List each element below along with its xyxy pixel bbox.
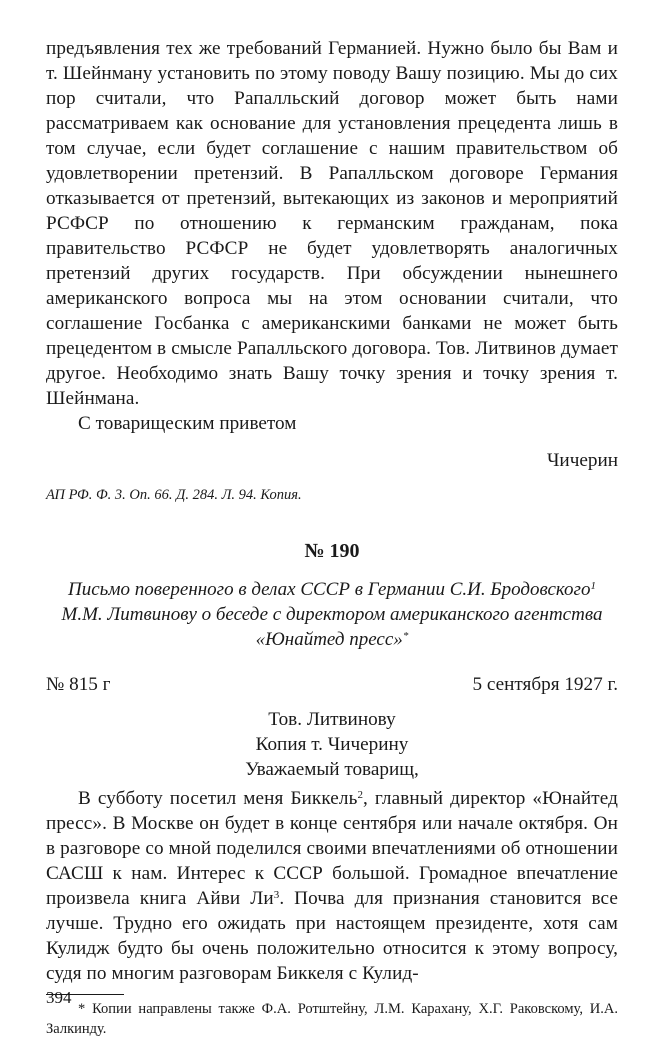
document-number: № 190: [304, 540, 360, 562]
outgoing-number: № 815 г: [46, 674, 111, 695]
document-title: [46, 577, 618, 652]
letter-text-part-1: В субботу посетил меня Биккель: [78, 788, 358, 809]
address-block: [46, 707, 618, 782]
archive-reference: АП РФ. Ф. 3. Оп. 66. Д. 284. Л. 94. Копия.: [46, 487, 302, 503]
letter-text-part-3: . Почва для признания становится все лучше. Трудно его ожидать при настоящем президенте, хотя сам Кулидж будто бы очень положительно относится к этому вопросу, судя по многим разговорам Биккеля с Кулид-: [46, 888, 618, 984]
document-page: [46, 36, 618, 1039]
document-title-footnote-ref-1: 1: [590, 580, 596, 592]
document-title-part-1: Письмо поверенного в делах СССР в Германии С.И. Бродовского: [68, 579, 591, 600]
letter-paragraph: [46, 786, 618, 986]
footnote-text: Копии направлены также Ф.А. Ротштейну, Л.М. Карахану, Х.Г. Раковскому, И.А. Залкинду.: [46, 1001, 618, 1037]
document-meta-row: [46, 672, 618, 697]
page-number: 394: [46, 988, 72, 1007]
continuation-paragraph: предъявления тех же требований Германией. Нужно было бы Вам и т. Шейнману установить по этому поводу Вашу позицию. Мы до сих пор считали, что Рапалльский договор может быть нами рассматриваем как основание для установления прецедента лишь в том случае, если будет соглашение с нашим правительством об удовлетворении претензий. В Рапалльском договоре Германия отказывается от претензий, вытекающих из законов и мероприятий РСФСР по отношению к германским гражданам, пока правительство РСФСР не будет удовлетворять аналогичных претензий других государств. При обсуждении нынешнего американского вопроса мы на этом основании считали, что соглашение Госбанка с американскими банками не может быть прецедентом в смысле Рапалльского договора. Тов. Литвинов думает другое. Необходимо знать Вашу точку зрения и точку зрения т. Шейнмана.: [46, 38, 618, 409]
addressee-copy: Копия т. Чичерину: [255, 734, 409, 755]
footnote: [46, 999, 618, 1039]
closing-line: С товарищеским приветом: [78, 413, 297, 434]
document-title-part-2: М.М. Литвинову о беседе с директором американского агентства «Юнайтед пресс»: [61, 604, 603, 650]
letter-text-part-2: , главный директор «Юнайтед пресс». В Москве он будет в конце сентября или начале октября. Он в разговоре со мной поделился своими впечатлениями об отношении САСШ к нам. Интерес к СССР большой. Громадное впечатление произвела книга Айви Ли: [46, 788, 618, 909]
addressee-primary: Тов. Литвинову: [268, 709, 396, 730]
footnote-mark: *: [78, 1001, 86, 1017]
salutation: Уважаемый товарищ,: [245, 759, 419, 780]
letter-footnote-ref-2: 2: [357, 789, 364, 801]
document-date: 5 сентября 1927 г.: [472, 674, 618, 695]
letter-footnote-ref-3: 3: [273, 889, 280, 901]
document-title-footnote-ref-star: *: [402, 630, 409, 642]
signature: Чичерин: [546, 450, 618, 471]
